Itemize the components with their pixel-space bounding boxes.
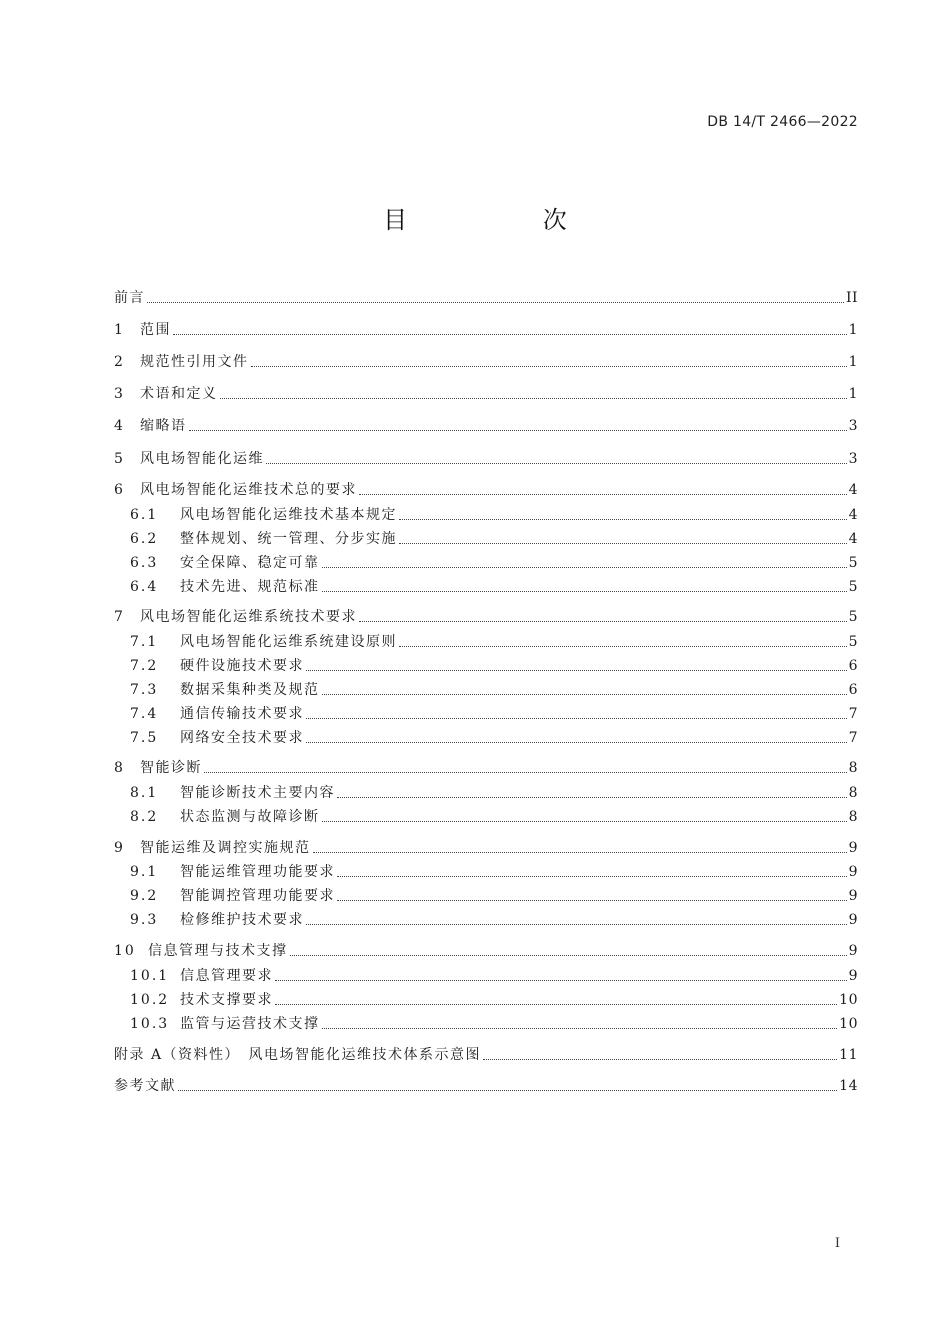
toc-entry-label: 智能调控管理功能要求 bbox=[180, 888, 335, 904]
toc-entry[interactable] bbox=[114, 1044, 858, 1066]
toc-entry[interactable] bbox=[130, 989, 858, 1011]
toc-entry-label: 前言 bbox=[114, 290, 145, 306]
toc-entry[interactable] bbox=[130, 885, 858, 907]
toc-entry-page: 4 bbox=[848, 482, 858, 498]
toc-entry-label: 技术支撑要求 bbox=[180, 992, 273, 1008]
toc-entry-label: 附录 A（资料性） 风电场智能化运维技术体系示意图 bbox=[114, 1047, 482, 1063]
toc-entry-number: 9.3 bbox=[130, 912, 159, 928]
toc-entry-number: 10 bbox=[114, 943, 136, 959]
toc-entry-label: 智能运维及调控实施规范 bbox=[140, 840, 311, 856]
toc-entry-page: 4 bbox=[848, 531, 858, 547]
toc-entry-label: 数据采集种类及规范 bbox=[180, 682, 320, 698]
toc-leader-dots bbox=[306, 718, 847, 719]
toc-entry-number: 5 bbox=[114, 451, 125, 467]
toc-entry-label: 风电场智能化运维 bbox=[140, 451, 264, 467]
toc-entry[interactable] bbox=[130, 703, 858, 725]
toc-entry[interactable] bbox=[130, 631, 858, 653]
toc-entry-page: 9 bbox=[848, 943, 858, 959]
toc-leader-dots bbox=[173, 334, 847, 335]
toc-entry[interactable] bbox=[130, 909, 858, 931]
toc-entry-label: 缩略语 bbox=[140, 418, 187, 434]
toc-entry-number: 9 bbox=[114, 840, 125, 856]
toc-entry-number: 10.3 bbox=[130, 1016, 170, 1032]
toc-leader-dots bbox=[306, 670, 847, 671]
toc-leader-dots bbox=[266, 463, 847, 464]
toc-leader-dots bbox=[399, 543, 847, 544]
toc-entry-number: 10.2 bbox=[130, 992, 170, 1008]
document-code: DB 14/T 2466—2022 bbox=[707, 114, 858, 130]
toc-entry-number: 6.1 bbox=[130, 507, 159, 523]
toc-entry-number: 7.5 bbox=[130, 730, 159, 746]
toc-entry-label: 通信传输技术要求 bbox=[180, 706, 304, 722]
toc-entry[interactable] bbox=[114, 287, 858, 309]
toc-entry-number: 2 bbox=[114, 354, 125, 370]
toc-entry[interactable] bbox=[114, 940, 858, 962]
toc-entry[interactable] bbox=[114, 837, 858, 859]
toc-entry-page: 6 bbox=[848, 682, 858, 698]
toc-entry-label: 风电场智能化运维系统技术要求 bbox=[140, 609, 357, 625]
toc-entry-label: 智能诊断 bbox=[140, 760, 202, 776]
toc-entry-label: 术语和定义 bbox=[140, 386, 218, 402]
toc-entry-label: 信息管理要求 bbox=[180, 968, 273, 984]
toc-entry-number: 10.1 bbox=[130, 968, 170, 984]
toc-leader-dots bbox=[337, 900, 847, 901]
toc-entry[interactable] bbox=[130, 528, 858, 550]
toc-entry-page: 5 bbox=[848, 609, 858, 625]
toc-entry-number: 7.1 bbox=[130, 634, 159, 650]
toc-entry-label: 风电场智能化运维技术总的要求 bbox=[140, 482, 357, 498]
toc-entry-label: 安全保障、稳定可靠 bbox=[180, 555, 320, 571]
toc-leader-dots bbox=[399, 646, 847, 647]
toc-entry-page: 14 bbox=[839, 1078, 858, 1094]
toc-entry-number: 6 bbox=[114, 482, 125, 498]
toc-entry-label: 监管与运营技术支撑 bbox=[180, 1016, 320, 1032]
toc-leader-dots bbox=[290, 955, 847, 956]
toc-entry-number: 9.1 bbox=[130, 864, 159, 880]
toc-entry-number: 6.3 bbox=[130, 555, 159, 571]
toc-entry-page: 1 bbox=[848, 354, 858, 370]
toc-leader-dots bbox=[322, 694, 847, 695]
toc-leader-dots bbox=[306, 924, 847, 925]
toc-entry-page: 9 bbox=[848, 888, 858, 904]
toc-entry[interactable] bbox=[114, 606, 858, 628]
toc-entry[interactable] bbox=[130, 1013, 858, 1035]
toc-entry-page: 9 bbox=[848, 840, 858, 856]
toc-entry-number: 7.3 bbox=[130, 682, 159, 698]
toc-entry-label: 信息管理与技术支撑 bbox=[148, 943, 288, 959]
toc-entry-label: 参考文献 bbox=[114, 1078, 176, 1094]
toc-entry-number: 7 bbox=[114, 609, 125, 625]
toc-entry-page: II bbox=[845, 290, 858, 306]
toc-entry-label: 硬件设施技术要求 bbox=[180, 658, 304, 674]
toc-entry-page: 6 bbox=[848, 658, 858, 674]
toc-leader-dots bbox=[483, 1059, 837, 1060]
toc-entry-number: 1 bbox=[114, 322, 125, 338]
toc-entry-page: 9 bbox=[848, 912, 858, 928]
toc-leader-dots bbox=[322, 1028, 838, 1029]
toc-leader-dots bbox=[399, 519, 847, 520]
toc-entry-page: 7 bbox=[848, 706, 858, 722]
toc-leader-dots bbox=[275, 980, 847, 981]
toc-entry[interactable] bbox=[114, 448, 858, 470]
toc-entry[interactable] bbox=[114, 383, 858, 405]
toc-entry-number: 4 bbox=[114, 418, 125, 434]
toc-entry-label: 技术先进、规范标准 bbox=[180, 579, 320, 595]
toc-entry[interactable] bbox=[114, 1075, 858, 1097]
toc-entry-number: 7.4 bbox=[130, 706, 159, 722]
toc-entry-label: 智能诊断技术主要内容 bbox=[180, 785, 335, 801]
toc-leader-dots bbox=[204, 772, 847, 773]
toc-entry[interactable] bbox=[130, 861, 858, 883]
toc-entry-label: 范围 bbox=[140, 322, 171, 338]
toc-entry-label: 风电场智能化运维技术基本规定 bbox=[180, 507, 397, 523]
toc-entry[interactable] bbox=[130, 679, 858, 701]
toc-leader-dots bbox=[359, 621, 847, 622]
toc-leader-dots bbox=[178, 1090, 837, 1091]
toc-leader-dots bbox=[306, 742, 847, 743]
toc-leader-dots bbox=[313, 852, 847, 853]
toc-entry[interactable] bbox=[114, 319, 858, 341]
toc-entry[interactable] bbox=[130, 576, 858, 598]
toc-entry-page: 8 bbox=[848, 785, 858, 801]
toc-entry[interactable] bbox=[130, 504, 858, 526]
toc-entry[interactable] bbox=[130, 655, 858, 677]
toc-entry-page: 3 bbox=[848, 418, 858, 434]
toc-entry-page: 1 bbox=[848, 322, 858, 338]
toc-entry-page: 8 bbox=[848, 809, 858, 825]
toc-leader-dots bbox=[275, 1004, 837, 1005]
toc-entry[interactable] bbox=[114, 351, 858, 373]
toc-entry[interactable] bbox=[130, 806, 858, 828]
toc-entry-page: 3 bbox=[848, 451, 858, 467]
toc-entry-label: 风电场智能化运维系统建设原则 bbox=[180, 634, 397, 650]
toc-entry[interactable] bbox=[114, 757, 858, 779]
toc-leader-dots bbox=[337, 797, 847, 798]
toc-leader-dots bbox=[147, 302, 844, 303]
toc-entry-label: 整体规划、统一管理、分步实施 bbox=[180, 531, 397, 547]
toc-entry[interactable] bbox=[130, 782, 858, 804]
toc-entry-page: 7 bbox=[848, 730, 858, 746]
toc-entry-page: 4 bbox=[848, 507, 858, 523]
toc-entry-page: 9 bbox=[848, 864, 858, 880]
toc-leader-dots bbox=[220, 398, 847, 399]
toc-entry[interactable] bbox=[130, 552, 858, 574]
toc-leader-dots bbox=[251, 366, 847, 367]
toc-entry-number: 8.2 bbox=[130, 809, 159, 825]
toc-entry-number: 8 bbox=[114, 760, 125, 776]
toc-leader-dots bbox=[322, 821, 847, 822]
page-title: 目 次 bbox=[383, 206, 631, 234]
toc-entry-page: 5 bbox=[848, 555, 858, 571]
toc-entry[interactable] bbox=[130, 965, 858, 987]
toc-entry-number: 3 bbox=[114, 386, 125, 402]
toc-leader-dots bbox=[337, 876, 847, 877]
toc-entry-page: 9 bbox=[848, 968, 858, 984]
toc-entry-page: 11 bbox=[839, 1047, 858, 1063]
toc-entry[interactable] bbox=[114, 415, 858, 437]
toc-entry-label: 状态监测与故障诊断 bbox=[180, 809, 320, 825]
toc-entry-number: 9.2 bbox=[130, 888, 159, 904]
toc-entry-number: 6.4 bbox=[130, 579, 159, 595]
toc-entry-number: 7.2 bbox=[130, 658, 159, 674]
toc-entry-page: 10 bbox=[839, 1016, 858, 1032]
toc-entry-page: 5 bbox=[848, 579, 858, 595]
toc-entry-number: 6.2 bbox=[130, 531, 159, 547]
toc-leader-dots bbox=[359, 494, 847, 495]
toc-leader-dots bbox=[322, 591, 847, 592]
toc-entry-label: 规范性引用文件 bbox=[140, 354, 249, 370]
toc-entry-label: 检修维护技术要求 bbox=[180, 912, 304, 928]
toc-leader-dots bbox=[189, 430, 847, 431]
toc-leader-dots bbox=[322, 567, 847, 568]
toc-entry[interactable] bbox=[130, 727, 858, 749]
toc-entry-page: 5 bbox=[848, 634, 858, 650]
toc-entry-label: 网络安全技术要求 bbox=[180, 730, 304, 746]
toc-entry-page: 10 bbox=[839, 992, 858, 1008]
toc-entry-page: 8 bbox=[848, 760, 858, 776]
toc-entry-label: 智能运维管理功能要求 bbox=[180, 864, 335, 880]
toc-entry-number: 8.1 bbox=[130, 785, 159, 801]
toc-entry-page: 1 bbox=[848, 386, 858, 402]
page-number: I bbox=[834, 1236, 840, 1251]
toc-entry[interactable] bbox=[114, 479, 858, 501]
